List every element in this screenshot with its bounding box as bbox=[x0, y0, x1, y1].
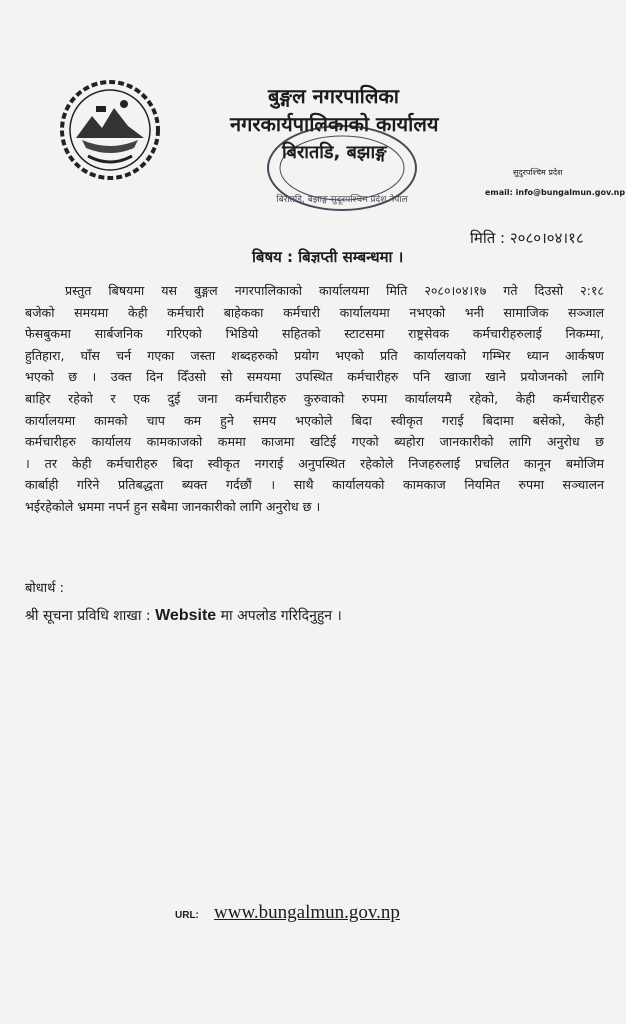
cc-label: बोधार्थ : bbox=[25, 581, 64, 596]
office-location: बिरातडि, बझाङ्ग bbox=[282, 142, 387, 163]
website-link[interactable]: www.bungalmun.gov.np bbox=[214, 902, 400, 923]
stamp-text: बिरातडि, बझाङ्ग सुदूरपश्चिम प्रदेश नेपाल bbox=[276, 195, 408, 205]
body-line: भएको छ । उक्त दिन दिँउसो सो समयमा उपस्थित कर्मचारीहरु पनि खाजा खाने प्रयोजनको लागि bbox=[25, 369, 604, 385]
office-name: नगरकार्यपालिकाको कार्यालय bbox=[230, 112, 439, 136]
body-line: हुतिहारा, घाँस चर्न गएका जस्ता शब्दहरुको प्रयोग भएको प्रति कार्यालयको गम्भिर ध्यान आर्कषण bbox=[25, 347, 604, 363]
body-line: बाहिर रहेको र एक दुई जना कर्मचारीहरु कुरुवाको रुपमा कार्यालयमै रहेको, केही कर्मचारीहरु bbox=[25, 390, 604, 406]
org-name: बुङ्गल नगरपालिका bbox=[268, 84, 399, 108]
nepal-emblem-icon bbox=[58, 78, 162, 182]
url-label: URL: bbox=[175, 910, 199, 921]
cc-prefix: श्री सूचना प्रविधि शाखा : bbox=[25, 608, 151, 624]
body-line: कार्बाही गरिने प्रतिबद्धता ब्यक्त गर्दछौं । साथै कार्यालयको कामकाज नियमित रुपमा सञ्चालन bbox=[25, 477, 604, 493]
office-email: email: info@bungalmun.gov.np bbox=[485, 188, 626, 197]
letter-date: मिति : २०८०।०४।१८ bbox=[470, 229, 584, 247]
province-name: सुदुरपश्चिम प्रदेश bbox=[513, 168, 563, 177]
letter-body bbox=[25, 280, 604, 518]
body-line: फेसबुकमा सार्बजनिक गरिएको भिडियो सहितको स्टाटसमा राष्ट्रसेवक कर्मचारीहरुलाई निकम्मा, bbox=[25, 326, 604, 342]
body-line: कार्यालयमा कामको चाप कम हुने समय भएकोले बिदा स्वीकृत गराई बिदामा बसेको, केही bbox=[25, 412, 604, 428]
cc-suffix: मा अपलोड गरिदिनुहुन । bbox=[220, 608, 342, 624]
cc-recipient bbox=[25, 606, 342, 625]
body-line: । तर केही कर्मचारीहरु बिदा स्वीकृत नगराई अनुपस्थित रहेकोले निजहरुलाई प्रचलित कानून बमोजिम bbox=[25, 455, 604, 471]
letter-subject: बिषय : बिज्ञप्ती सम्बन्धमा । bbox=[252, 248, 404, 266]
body-line: कर्मचारीहरु कार्यालय कामकाजको कममा काजमा खटिई गएको ब्यहोरा जानकारीको लागि अनुरोध छ bbox=[25, 434, 604, 450]
body-line: बजेको समयमा केही कर्मचारी बाहेकका कर्मचारी कार्यालयमा नभएको भनी सामाजिक सञ्जाल bbox=[25, 304, 604, 320]
cc-website: Website bbox=[155, 607, 217, 624]
body-line: भईरहेकोले भ्रममा नपर्न हुन सबैमा जानकारीको लागि अनुरोध छ । bbox=[25, 498, 321, 514]
body-line: प्रस्तुत बिषयमा यस बुङ्गल नगरपालिकाको कार्यालयमा मिति २०८०।०४।१७ गते दिउसो २:१८ bbox=[65, 283, 604, 298]
